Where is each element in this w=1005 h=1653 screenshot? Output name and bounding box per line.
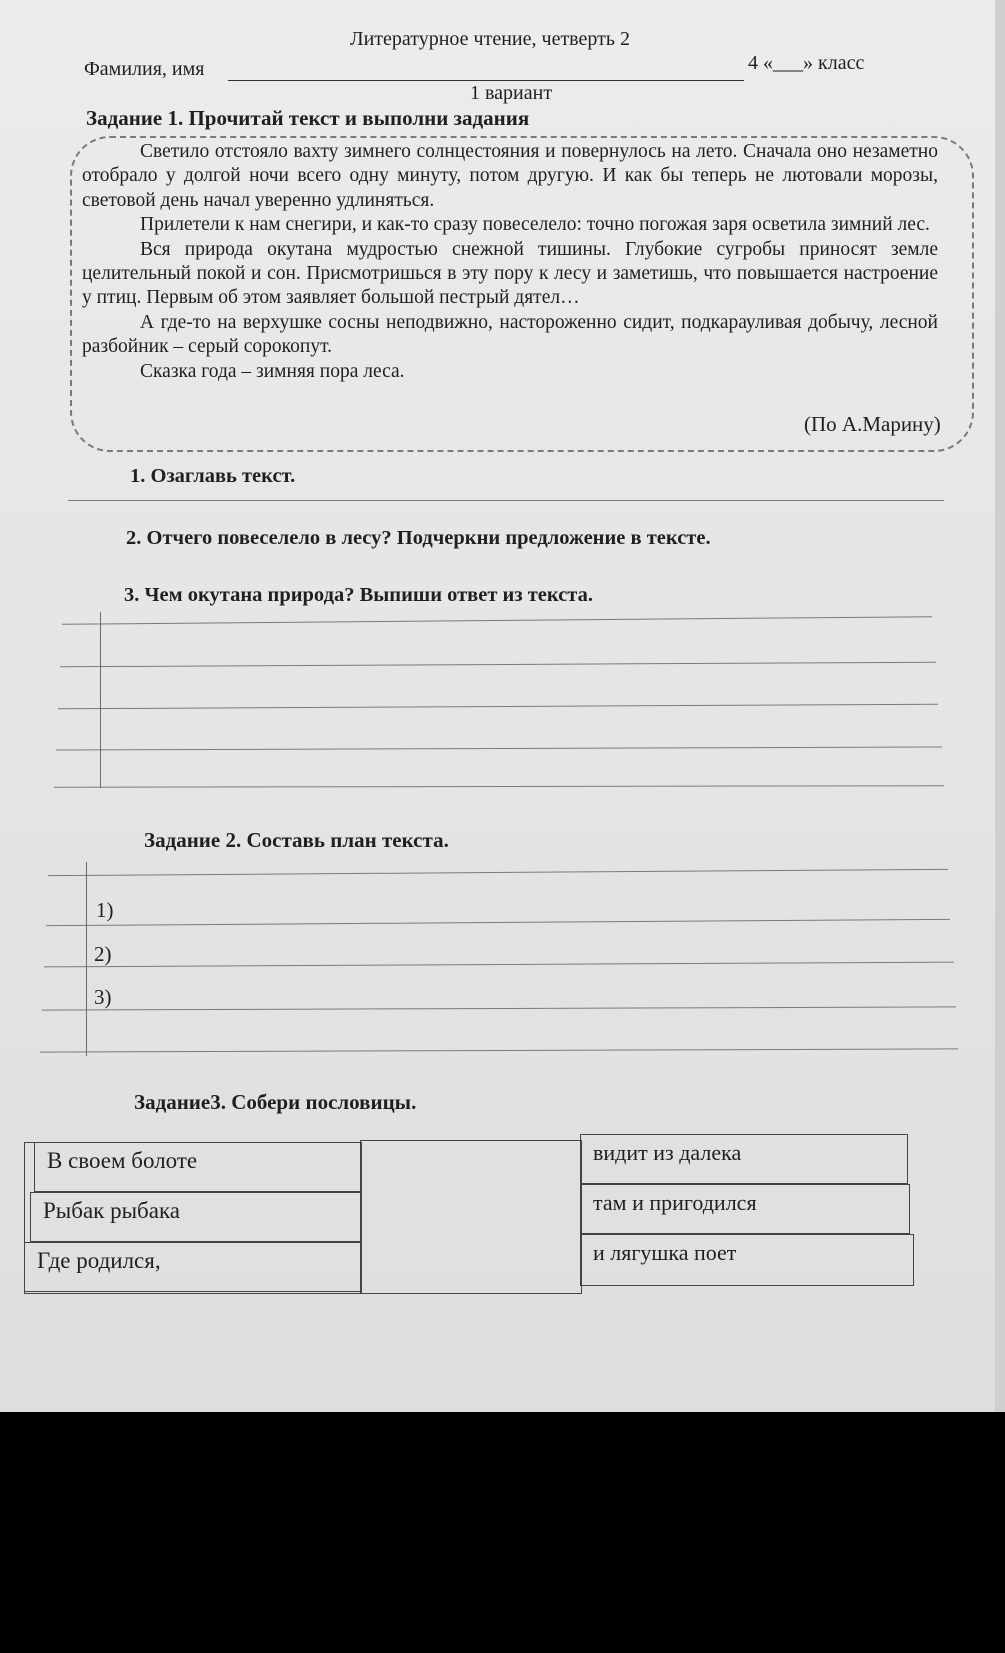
proverb-start[interactable]: Рыбак рыбака <box>30 1192 362 1242</box>
proverb-end[interactable]: там и пригодился <box>580 1184 910 1234</box>
subject-title: Литературное чтение, четверть 2 <box>350 28 630 50</box>
question-3: 3. Чем окутана природа? Выпиши ответ из текста. <box>124 584 593 606</box>
paragraph: Прилетели к нам снегири, и как-то сразу повеселело: точно погожая заря осветила зимний лес. <box>140 214 930 236</box>
margin-line <box>100 612 101 788</box>
plan-line[interactable] <box>46 919 950 926</box>
answer-line-q3[interactable] <box>54 785 944 788</box>
name-blank-line[interactable] <box>228 80 744 81</box>
proverb-start[interactable]: В своем болоте <box>34 1142 362 1192</box>
plan-line[interactable] <box>44 962 954 968</box>
name-label: Фамилия, имя <box>84 58 205 80</box>
proverb-middle-column <box>360 1140 582 1294</box>
answer-line-q1[interactable] <box>68 500 944 501</box>
photo-background <box>0 1412 1005 1653</box>
plan-line <box>48 869 948 876</box>
task2-heading: Задание 2. Составь план текста. <box>144 828 449 852</box>
paragraph: А где-то на верхушке сосны неподвижно, настороженно сидит, подкарауливая добычу, лесной разбойник – серый сорокопут. <box>82 311 938 358</box>
page-edge <box>995 0 1005 1412</box>
answer-line-q3[interactable] <box>62 616 932 625</box>
answer-line-q3[interactable] <box>60 662 936 668</box>
plan-item-2: 2) <box>94 942 112 966</box>
answer-line-q3[interactable] <box>56 746 942 750</box>
question-1: 1. Озаглавь текст. <box>130 465 296 487</box>
answer-line-q3[interactable] <box>58 704 938 710</box>
plan-line <box>40 1048 958 1052</box>
proverb-end[interactable]: видит из далека <box>580 1134 908 1184</box>
question-2: 2. Отчего повеселело в лесу? Подчеркни предложение в тексте. <box>126 527 711 549</box>
author-credit: (По А.Марину) <box>804 412 941 436</box>
paragraph: Вся природа окутана мудростью снежной тишины. Глубокие сугробы приносят земле целительный покой и сон. Присмотришься в эту пору к лесу и заметишь, что повышается настроение у птиц. Первым об этом заявляет большой пестрый дятел… <box>82 238 938 309</box>
margin-line <box>86 862 87 1056</box>
plan-item-3: 3) <box>94 985 112 1009</box>
paragraph: Сказка года – зимняя пора леса. <box>140 360 405 382</box>
plan-item-1: 1) <box>96 898 114 922</box>
task1-heading: Задание 1. Прочитай текст и выполни задания <box>86 106 530 130</box>
proverb-end[interactable]: и лягушка поет <box>580 1234 914 1286</box>
paragraph: Светило отстояло вахту зимнего солнцестояния и повернулось на лето. Сначала оно незаметно отобрало у долгой ночи всего одну минуту, потом другую. И как бы теперь не лютовали морозы, световой день начал уверенно удлиняться. <box>82 141 938 211</box>
grade-label: 4 «___» класс <box>748 52 865 74</box>
plan-line[interactable] <box>42 1006 956 1010</box>
task3-heading: Задание3. Собери пословицы. <box>134 1090 417 1114</box>
variant-label: 1 вариант <box>470 82 553 104</box>
reading-text <box>82 140 938 384</box>
proverb-start[interactable]: Где родился, <box>24 1242 362 1294</box>
